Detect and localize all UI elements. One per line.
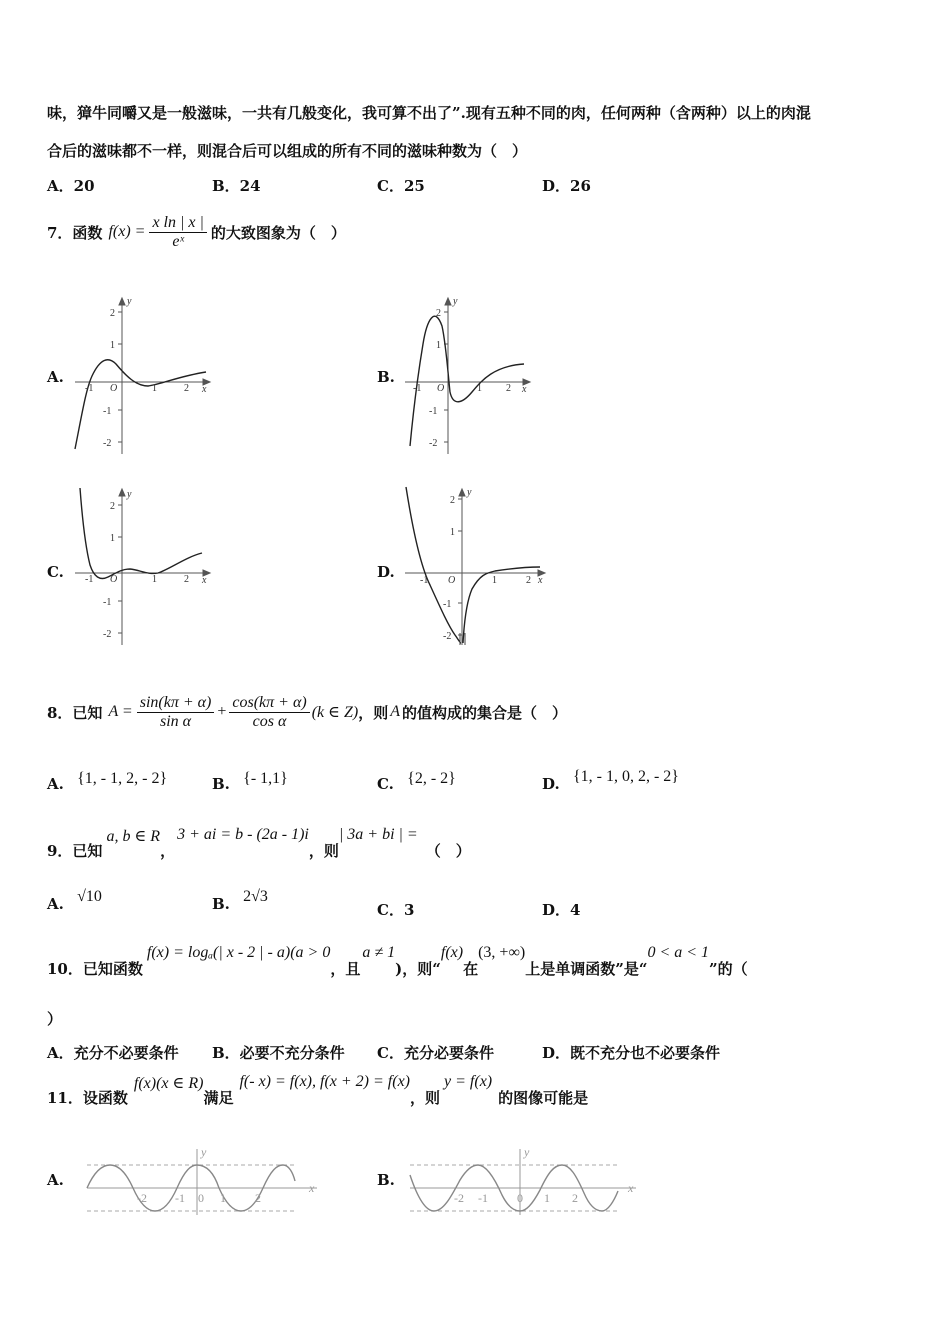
q8-option-c-value: {2, - 2} bbox=[407, 770, 456, 787]
q10-mid4: 上是单调函数”是“ bbox=[525, 960, 648, 978]
q9-option-a-label: A. bbox=[47, 895, 64, 913]
q7-fraction-den: eˣ bbox=[172, 232, 184, 250]
q10-prefix: 10．已知函数 bbox=[47, 960, 143, 978]
q8-fraction-1-den: sin α bbox=[160, 712, 192, 730]
q7-option-b-label[interactable]: B. bbox=[377, 368, 395, 386]
q11-graph-a[interactable] bbox=[85, 1145, 325, 1217]
q9-comma: ， bbox=[160, 842, 176, 860]
q9-prefix: 9．已知 bbox=[47, 842, 103, 860]
q8-plus: + bbox=[217, 703, 227, 720]
graph-a-tick-m1: -1 bbox=[103, 406, 112, 417]
graph-c-tick-xm1: -1 bbox=[85, 574, 94, 585]
graph-c-x-label: x bbox=[202, 575, 207, 586]
graph-d-tick-xm1: -1 bbox=[420, 575, 429, 586]
q10-func: f(x) = logₐ(| x - 2 | - a)(a > 0 bbox=[146, 944, 331, 961]
q10-option-b[interactable]: B．必要不充分条件 bbox=[212, 1044, 345, 1062]
q7-fraction-num: x ln | x | bbox=[149, 214, 206, 233]
graph-d-tick-m2: -2 bbox=[443, 631, 452, 642]
q9-stem bbox=[47, 826, 471, 860]
q6-option-d[interactable]: D．26 bbox=[542, 177, 591, 195]
q8-option-a-label: A. bbox=[47, 775, 64, 793]
graph-b-tick-2: 2 bbox=[436, 308, 441, 319]
graph-d-origin: O bbox=[448, 575, 456, 586]
graph-a-tick-x2: 2 bbox=[184, 383, 189, 394]
q8-option-c[interactable] bbox=[377, 770, 456, 794]
q11-func: f(x)(x ∈ R) bbox=[133, 1075, 204, 1092]
graph-b-tick-1: 1 bbox=[436, 340, 441, 351]
q7-option-a-label[interactable]: A. bbox=[47, 368, 64, 386]
q10-option-c[interactable]: C．充分必要条件 bbox=[377, 1044, 494, 1062]
q10-interval: (3, +∞) bbox=[478, 944, 526, 961]
q11b-tick-2: 2 bbox=[572, 1191, 578, 1205]
q11b-tick-m1: -1 bbox=[478, 1191, 488, 1205]
q8-condition: (k ∈ Z) bbox=[311, 704, 359, 721]
graph-d-tick-1: 1 bbox=[450, 527, 455, 538]
q10-range: 0 < a < 1 bbox=[647, 944, 710, 961]
q11b-x-label: x bbox=[628, 1181, 634, 1195]
graph-c-tick-m1: -1 bbox=[103, 597, 112, 608]
q9-option-a[interactable] bbox=[47, 888, 102, 914]
q8-var: A bbox=[390, 703, 400, 720]
graph-a-x-label: x bbox=[202, 384, 207, 395]
q11b-tick-m2: -2 bbox=[454, 1191, 464, 1205]
graph-c-tick-2: 2 bbox=[110, 501, 115, 512]
q11-option-a-label[interactable]: A. bbox=[47, 1171, 64, 1189]
q8-stem bbox=[47, 684, 567, 740]
q8-prefix: 8．已知 bbox=[47, 703, 103, 722]
q8-fraction-2 bbox=[229, 694, 309, 731]
q10-mid1: ，且 bbox=[330, 960, 361, 978]
q9-option-b[interactable] bbox=[212, 888, 268, 914]
q11a-y-label: y bbox=[201, 1145, 207, 1159]
q8-option-b[interactable] bbox=[212, 770, 288, 794]
q10-option-d[interactable]: D．既不充分也不必要条件 bbox=[542, 1044, 721, 1062]
graph-b-x-label: x bbox=[522, 384, 527, 395]
q9-cond1: a, b ∈ R bbox=[106, 828, 161, 845]
graph-a-tick-m2: -2 bbox=[103, 438, 112, 449]
q6-text-line2: 合后的滋味都不一样，则混合后可以组成的所有不同的滋味种数为（ ） bbox=[47, 142, 528, 160]
q8-suffix: 的值构成的集合是（ ） bbox=[401, 703, 567, 722]
q11-mid2: ，则 bbox=[410, 1089, 441, 1107]
q11-prefix: 11．设函数 bbox=[47, 1089, 128, 1107]
graph-c-y-label: y bbox=[127, 489, 132, 500]
graph-d-x-label: x bbox=[538, 575, 543, 586]
q6-option-a[interactable]: A．20 bbox=[47, 177, 95, 195]
q11a-tick-2: 2 bbox=[255, 1191, 261, 1205]
q7-graph-d[interactable] bbox=[400, 485, 550, 650]
q10-mid3: 在 bbox=[463, 960, 479, 978]
q9-option-b-label: B. bbox=[212, 895, 230, 913]
graph-b-tick-m1: -1 bbox=[429, 406, 438, 417]
graph-b-tick-x2: 2 bbox=[506, 383, 511, 394]
q8-option-d[interactable] bbox=[542, 768, 679, 794]
q11-option-b-label[interactable]: B. bbox=[377, 1171, 395, 1189]
q10-option-a[interactable]: A．充分不必要条件 bbox=[47, 1044, 179, 1062]
q11a-tick-m2: -2 bbox=[137, 1191, 147, 1205]
q9-expr: | 3a + bi | = bbox=[338, 826, 418, 843]
graph-b-tick-x1: 1 bbox=[477, 383, 482, 394]
q7-graph-c[interactable] bbox=[70, 485, 215, 650]
q11a-tick-m1: -1 bbox=[175, 1191, 185, 1205]
graph-b-tick-m2: -2 bbox=[429, 438, 438, 449]
graph-d-tick-2: 2 bbox=[450, 495, 455, 506]
q8-fraction-2-den: cos α bbox=[252, 712, 287, 730]
q11b-y-label: y bbox=[524, 1145, 530, 1159]
q6-option-b[interactable]: B．24 bbox=[212, 177, 261, 195]
q9-option-b-value: 2√3 bbox=[243, 888, 268, 905]
q10-stem bbox=[47, 944, 748, 980]
q11-y: y = f(x) bbox=[444, 1073, 493, 1090]
q10-cond: a ≠ 1 bbox=[362, 944, 396, 961]
graph-c-tick-m2: -2 bbox=[103, 629, 112, 640]
q7-fraction bbox=[149, 214, 206, 251]
q7-graph-a[interactable] bbox=[70, 294, 215, 459]
graph-a-y-label: y bbox=[127, 296, 132, 307]
q7-option-d-label[interactable]: D. bbox=[377, 563, 395, 581]
q10-fx: f(x) bbox=[440, 944, 464, 961]
q11-suffix: 的图像可能是 bbox=[498, 1089, 589, 1107]
q11-stem bbox=[47, 1073, 588, 1109]
q11a-tick-1: 1 bbox=[220, 1191, 226, 1205]
graph-a-tick-2: 2 bbox=[110, 308, 115, 319]
q8-option-a-value: {1, - 1, 2, - 2} bbox=[77, 770, 168, 787]
graph-a-tick-1: 1 bbox=[110, 340, 115, 351]
q7-graph-b[interactable] bbox=[400, 294, 535, 459]
q8-option-c-label: C. bbox=[377, 775, 394, 793]
q8-fraction-1 bbox=[137, 694, 215, 731]
q7-prefix: 7．函数 bbox=[47, 223, 103, 242]
q11a-tick-0: 0 bbox=[198, 1191, 204, 1205]
graph-a-origin: O bbox=[110, 383, 118, 394]
q9-option-a-value: √10 bbox=[77, 888, 102, 905]
q9-option-d[interactable]: D．4 bbox=[542, 901, 581, 919]
q6-option-c[interactable]: C．25 bbox=[377, 177, 425, 195]
q6-text-line1: 味，獐牛同嚼又是一般滋味，一共有几般变化，我可算不出了”.现有五种不同的肉，任何两种（含两种）以上的肉混 bbox=[47, 104, 811, 122]
graph-b-tick-xm1: -1 bbox=[413, 383, 422, 394]
q9-cond2: 3 + ai = b - (2a - 1)i bbox=[177, 826, 309, 843]
q7-option-c-label[interactable]: C. bbox=[47, 563, 64, 581]
graph-a-tick-x1: 1 bbox=[152, 383, 157, 394]
q11-mid1: 满足 bbox=[203, 1089, 234, 1107]
graph-d-y-label: y bbox=[467, 487, 472, 498]
graph-a-tick-xm1: -1 bbox=[85, 383, 94, 394]
q8-fraction-2-num: cos(kπ + α) bbox=[229, 694, 309, 713]
q8-option-d-value: {1, - 1, 0, 2, - 2} bbox=[572, 768, 679, 785]
q10-mid2: )，则“ bbox=[395, 960, 441, 978]
graph-c-origin: O bbox=[110, 574, 118, 585]
q8-option-d-label: D. bbox=[542, 775, 560, 793]
q10-end: ”的（ bbox=[709, 960, 748, 978]
q9-middle: ，则 bbox=[308, 842, 339, 860]
q11b-tick-1: 1 bbox=[544, 1191, 550, 1205]
q8-fraction-1-num: sin(kπ + α) bbox=[137, 694, 215, 713]
graph-c-tick-1: 1 bbox=[110, 533, 115, 544]
q8-middle: ，则 bbox=[358, 703, 389, 722]
graph-b-origin: O bbox=[437, 383, 445, 394]
q7-stem bbox=[47, 207, 346, 257]
q8-formula-lhs: A = bbox=[108, 703, 133, 720]
graph-d-tick-m1: -1 bbox=[443, 599, 452, 610]
q11a-x-label: x bbox=[309, 1181, 315, 1195]
q11-graph-b[interactable] bbox=[408, 1145, 644, 1217]
q10-line2: ） bbox=[47, 1010, 63, 1028]
q7-func-lhs: f(x) = bbox=[108, 223, 146, 240]
q8-option-a[interactable] bbox=[47, 770, 168, 794]
q11b-tick-0: 0 bbox=[517, 1191, 523, 1205]
q9-suffix: （ ） bbox=[425, 842, 471, 860]
q11-cond: f(- x) = f(x), f(x + 2) = f(x) bbox=[239, 1073, 410, 1090]
q9-option-c[interactable]: C．3 bbox=[377, 901, 415, 919]
graph-d-tick-x2: 2 bbox=[526, 575, 531, 586]
q7-suffix: 的大致图象为（ ） bbox=[210, 223, 346, 242]
graph-d-tick-x1: 1 bbox=[492, 575, 497, 586]
graph-b-y-label: y bbox=[453, 296, 458, 307]
graph-c-tick-x2: 2 bbox=[184, 574, 189, 585]
q8-option-b-value: {- 1,1} bbox=[243, 770, 288, 787]
q8-option-b-label: B. bbox=[212, 775, 230, 793]
graph-c-tick-x1: 1 bbox=[152, 574, 157, 585]
